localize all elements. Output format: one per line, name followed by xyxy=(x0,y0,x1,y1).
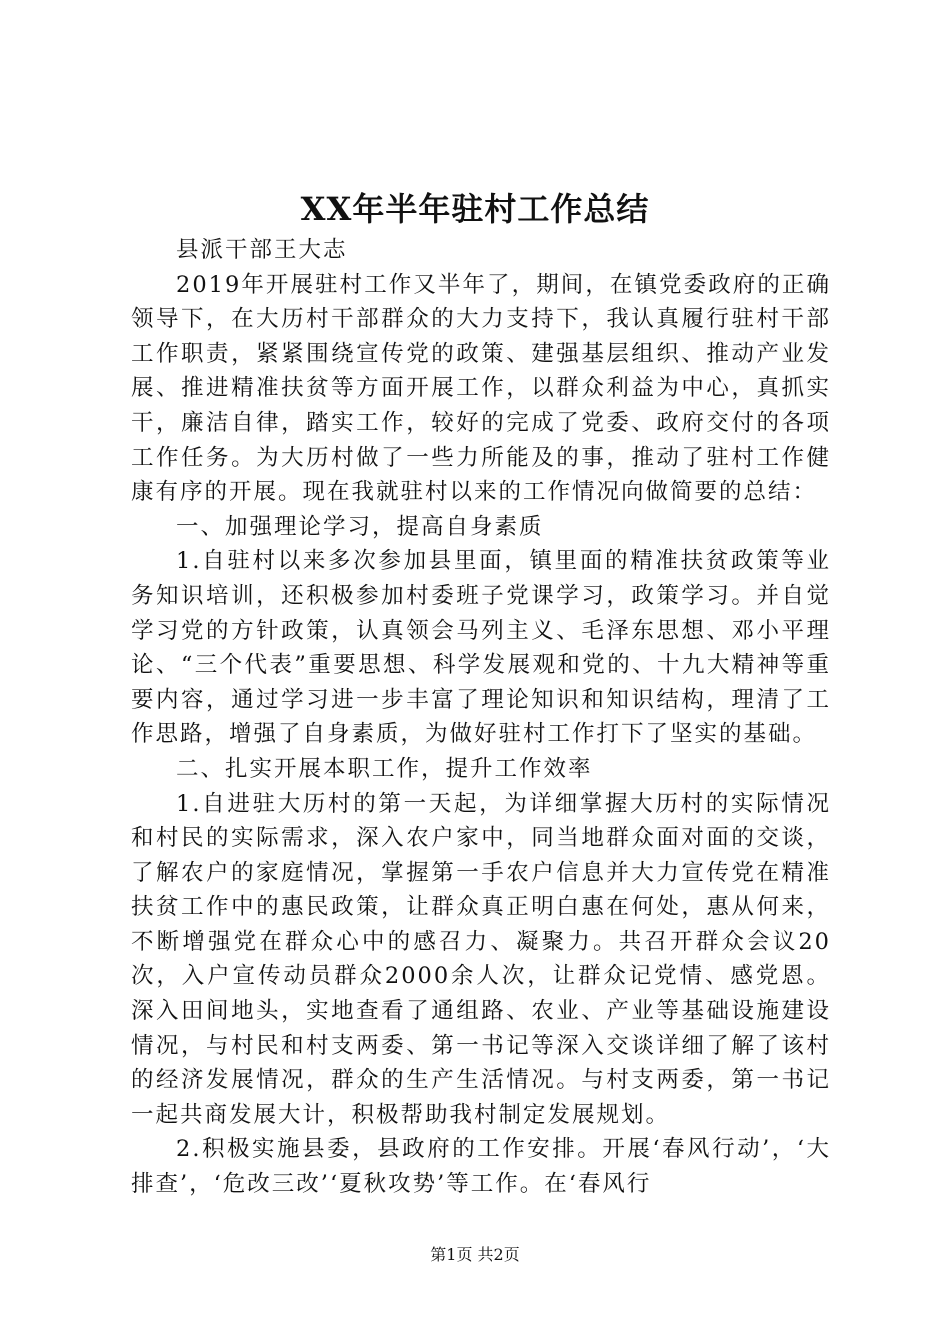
document-body xyxy=(131,233,831,1202)
section-heading: 一、加强理论学习，提高自身素质 xyxy=(176,513,544,540)
body-paragraph: 1.自驻村以来多次参加县里面，镇里面的精准扶贫政策等业务知识培训，还积极参加村委班子党课学习，政策学习。并自觉学习党的方针政策，认真领会马列主义、毛泽东思想、邓小平理论、“三个代表”重要思想、科学发展观和党的、十九大精神等重要内容，通过学习进一步丰富了理论知识和知识结构，理清了工作思路，增强了自身素质，为做好驻村工作打下了坚实的基础。 xyxy=(131,548,831,748)
page-footer: 第1页 共2页 xyxy=(430,1245,520,1264)
author-line: 县派干部王大志 xyxy=(176,237,348,263)
intro-paragraph: 2019年开展驻村工作又半年了，期间，在镇党委政府的正确领导下，在大历村干部群众的大力支持下，我认真履行驻村干部工作职责，紧紧围绕宣传党的政策、建强基层组织、推动产业发展、推进精准扶贫等方面开展工作，以群众利益为中心，真抓实干，廉洁自律，踏实工作，较好的完成了党委、政府交付的各项工作任务。为大历村做了一些力所能及的事，推动了驻村工作健康有序的开展。现在我就驻村以来的工作情况向做简要的总结： xyxy=(131,271,831,506)
document-title: XX年半年驻村工作总结 xyxy=(300,190,650,228)
section-heading: 二、扎实开展本职工作，提升工作效率 xyxy=(176,755,593,782)
body-paragraph: 2.积极实施县委，县政府的工作安排。开展‘春风行动’，‘大排查’，‘危改三改’‘夏秋攻势’等工作。在‘春风行 xyxy=(131,1136,831,1198)
body-paragraph: 1.自进驻大历村的第一天起，为详细掌握大历村的实际情况和村民的实际需求，深入农户家中，同当地群众面对面的交谈，了解农户的家庭情况，掌握第一手农户信息并大力宣传党在精准扶贫工作中的惠民政策，让群众真正明白惠在何处，惠从何来，不断增强党在群众心中的感召力、凝聚力。共召开群众会议20次，入户宣传动员群众2000余人次，让群众记党情、感党恩。深入田间地头，实地查看了通组路、农业、产业等基础设施建设情况，与村民和村支两委、第一书记等深入交谈详细了解了该村的经济发展情况，群众的生产生活情况。与村支两委，第一书记一起共商发展大计，积极帮助我村制定发展规划。 xyxy=(131,790,831,1128)
